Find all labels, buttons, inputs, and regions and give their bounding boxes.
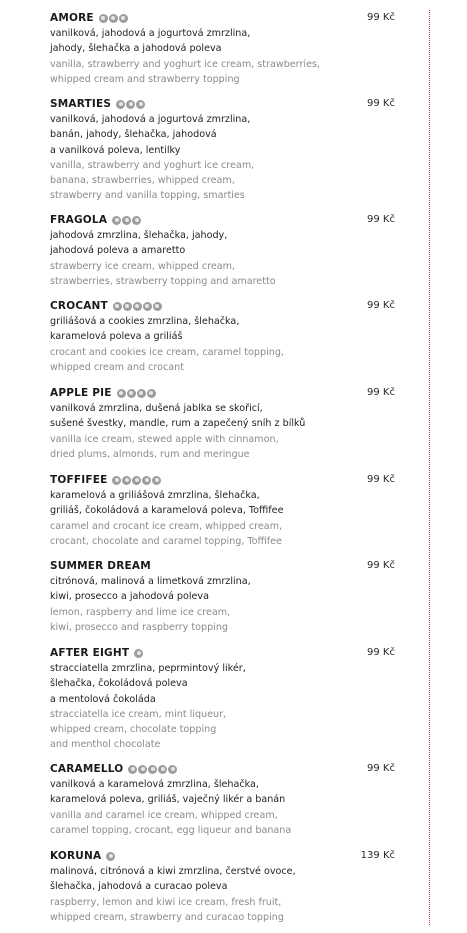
menu-item-price: 139 Kč — [360, 850, 395, 861]
menu-item-header — [50, 558, 395, 574]
menu-item-name: AFTER EIGHT — [50, 647, 130, 659]
menu-item — [50, 558, 395, 635]
allergen-badge-icon — [142, 476, 151, 485]
dotted-divider-line — [429, 10, 430, 925]
allergen-badge-icon — [133, 302, 142, 311]
allergen-badge-icon — [132, 216, 141, 225]
menu-item — [50, 385, 395, 462]
allergen-badges — [134, 649, 143, 658]
menu-item-description-english: crocant and cookies ice cream, caramel topping, whipped cream and crocant — [50, 346, 284, 373]
menu-item-price: 99 Kč — [367, 98, 395, 109]
allergen-badge-icon — [153, 302, 162, 311]
menu-item-description-czech: stracciatella zmrzlina, peprmintový likér, šlehačka, čokoládová poleva a mentolová čokoláda — [50, 663, 246, 705]
allergen-badges — [117, 389, 156, 398]
allergen-badges — [113, 302, 162, 311]
menu-item-price: 99 Kč — [367, 763, 395, 774]
allergen-badge-icon — [123, 302, 132, 311]
allergen-badge-icon — [122, 476, 131, 485]
menu-item-description-czech: jahodová zmrzlina, šlehačka, jahody, jahodová poleva a amaretto — [50, 230, 228, 257]
allergen-badge-icon — [116, 100, 125, 109]
menu-item-description-english: vanilla, strawberry and yoghurt ice cream, banana, strawberries, whipped cream, strawberry and vanilla topping, smarties — [50, 159, 255, 202]
menu-item — [50, 848, 395, 925]
allergen-badge-icon — [106, 852, 115, 861]
menu-item-price: 99 Kč — [367, 387, 395, 398]
menu-item — [50, 645, 395, 753]
menu-item — [50, 298, 395, 375]
allergen-badge-icon — [128, 765, 137, 774]
menu-item — [50, 96, 395, 204]
menu-item-price: 99 Kč — [367, 560, 395, 571]
allergen-badge-icon — [112, 216, 121, 225]
allergen-badge-icon — [158, 765, 167, 774]
menu-item-description-czech: vanilková zmrzlina, dušená jablka se skořicí, sušené švestky, mandle, rum a zapečený sníh z bílků — [50, 403, 306, 430]
menu-item-name: TOFFIFEE — [50, 474, 108, 486]
allergen-badge-icon — [119, 14, 128, 23]
allergen-badge-icon — [112, 476, 121, 485]
menu-item-description-czech: vanilková, jahodová a jogurtová zmrzlina, banán, jahody, šlehačka, jahodová a vanilková poleva, lentilky — [50, 114, 251, 156]
menu-item-description-english: vanilla ice cream, stewed apple with cinnamon, dried plums, almonds, rum and meringue — [50, 433, 279, 460]
menu-item-header — [50, 298, 395, 314]
menu-item-price: 99 Kč — [367, 300, 395, 311]
menu-item-description-english: caramel and crocant ice cream, whipped cream, crocant, chocolate and caramel topping, Toffifee — [50, 520, 283, 547]
allergen-badges — [99, 14, 128, 23]
allergen-badge-icon — [136, 100, 145, 109]
allergen-badges — [112, 216, 141, 225]
menu-item-description-english: vanilla, strawberry and yoghurt ice cream, strawberries, whipped cream and strawberry topping — [50, 58, 321, 85]
allergen-badges — [112, 476, 161, 485]
menu-item-name: SMARTIES — [50, 98, 112, 110]
allergen-badges — [128, 765, 177, 774]
menu-item-name: CARAMELLO — [50, 763, 124, 775]
allergen-badge-icon — [134, 649, 143, 658]
allergen-badge-icon — [138, 765, 147, 774]
menu-item-description-czech: malinová, citrónová a kiwi zmrzlina, čerstvé ovoce, šlehačka, jahodová a curacao poleva — [50, 866, 296, 893]
menu-item-header — [50, 96, 395, 112]
menu-item — [50, 761, 395, 838]
menu-item-description-english: raspberry, lemon and kiwi ice cream, fresh fruit, whipped cream, strawberry and curacao topping — [50, 896, 284, 923]
menu-item-price: 99 Kč — [367, 647, 395, 658]
allergen-badge-icon — [99, 14, 108, 23]
allergen-badge-icon — [152, 476, 161, 485]
allergen-badge-icon — [148, 765, 157, 774]
allergen-badge-icon — [122, 216, 131, 225]
menu-item-price: 99 Kč — [367, 214, 395, 225]
allergen-badge-icon — [132, 476, 141, 485]
allergen-badge-icon — [117, 389, 126, 398]
menu-item-description-czech: griliášová a cookies zmrzlina, šlehačka, karamelová poleva a griliáš — [50, 316, 240, 343]
menu-item-header — [50, 10, 395, 26]
menu-item-header — [50, 645, 395, 661]
menu-item — [50, 212, 395, 289]
menu-item-description-czech: vanilková, jahodová a jogurtová zmrzlina, jahody, šlehačka a jahodová poleva — [50, 28, 251, 55]
menu-item-description-english: stracciatella ice cream, mint liqueur, whipped cream, chocolate topping and menthol chocolate — [50, 708, 227, 751]
allergen-badge-icon — [168, 765, 177, 774]
menu-item-name: SUMMER DREAM — [50, 560, 151, 572]
menu-item-name: KORUNA — [50, 850, 102, 862]
menu-item-name: APPLE PIE — [50, 387, 112, 399]
allergen-badge-icon — [127, 389, 136, 398]
menu-item-description-czech: vanilková a karamelová zmrzlina, šlehačka, karamelová poleva, griliáš, vaječný likér a banán — [50, 779, 286, 806]
menu-item-header — [50, 212, 395, 228]
menu-item — [50, 472, 395, 549]
menu-item-description-czech: karamelová a griliášová zmrzlina, šlehačka, griliáš, čokoládová a karamelová poleva, Toffifee — [50, 490, 284, 517]
menu-item-header — [50, 385, 395, 401]
menu-item-description-english: vanilla and caramel ice cream, whipped cream, caramel topping, crocant, egg liqueur and banana — [50, 809, 292, 836]
menu-item-description-english: lemon, raspberry and lime ice cream, kiwi, prosecco and raspberry topping — [50, 606, 231, 633]
menu-item-name: CROCANT — [50, 300, 108, 312]
allergen-badge-icon — [126, 100, 135, 109]
menu-item-price: 99 Kč — [367, 474, 395, 485]
menu-item-description-english: strawberry ice cream, whipped cream, strawberries, strawberry topping and amaretto — [50, 260, 276, 287]
menu-item-description-czech: citrónová, malinová a limetková zmrzlina, kiwi, prosecco a jahodová poleva — [50, 576, 251, 603]
menu-item-name: FRAGOLA — [50, 214, 108, 226]
allergen-badge-icon — [109, 14, 118, 23]
allergen-badge-icon — [143, 302, 152, 311]
allergen-badge-icon — [147, 389, 156, 398]
allergen-badge-icon — [113, 302, 122, 311]
menu-item-price: 99 Kč — [367, 12, 395, 23]
menu-item — [50, 10, 395, 87]
allergen-badges — [116, 100, 145, 109]
menu-item-header — [50, 761, 395, 777]
menu-item-header — [50, 472, 395, 488]
allergen-badge-icon — [137, 389, 146, 398]
menu-item-name: AMORE — [50, 12, 94, 24]
allergen-badges — [106, 852, 115, 861]
menu-item-header — [50, 848, 395, 864]
